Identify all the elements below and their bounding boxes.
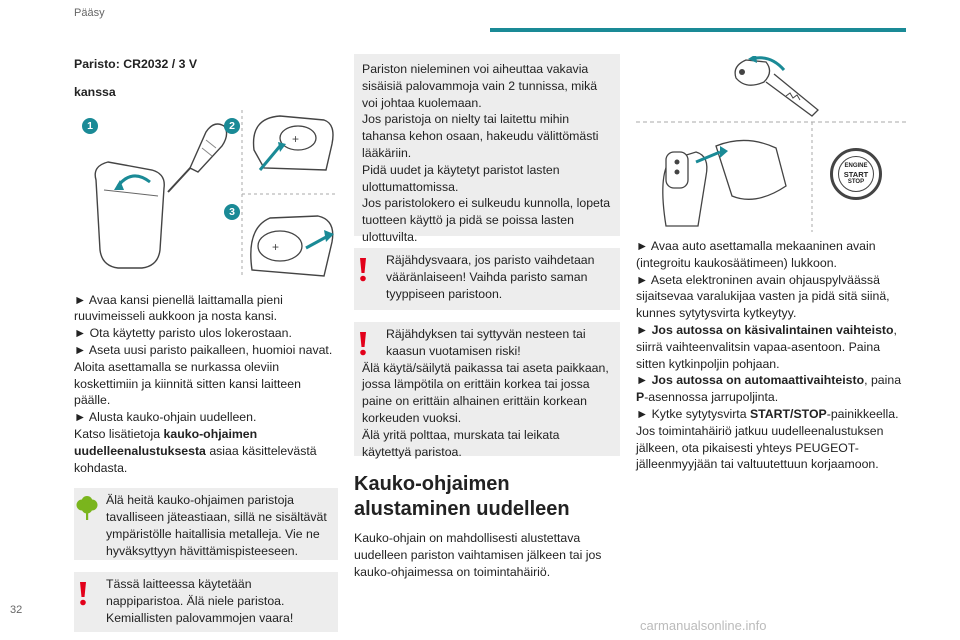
button-label-engine: ENGINE — [844, 163, 868, 169]
section-title: Kauko-ohjaimen alustaminen uudelleen — [354, 473, 570, 520]
swallow-warning-box — [354, 54, 620, 244]
header-bar — [490, 28, 906, 32]
button-label-start: START — [843, 170, 869, 179]
reinit-step-5: ► Kytke sytytysvirta START/STOP-painikkeella. — [636, 406, 899, 421]
fire-warning-2: Älä käytä/säilytä paikassa tai aseta paikkaan, jossa lämpötila on erittäin korkea tai jossa paine on erittäin alhainen erittäin korkean korkeuden vuoksi. — [362, 360, 609, 425]
swallow-warning-1: Pariston nieleminen voi aiheuttaa vakavia sisäisiä palovammoja vain 2 tunnissa, mikä voi johtaa kuolemaan. — [362, 62, 598, 110]
leaf-icon — [76, 496, 98, 522]
reinit-step-6: Jos toimintahäiriö jatkuu uudelleenalustuksen jälkeen, ota pikaisesti yhteys PEUGEOT-jälleenmyyjään tai valtuutettuun korjaamoon. — [636, 423, 884, 472]
column-2 — [354, 54, 620, 580]
step-number-2: 2 — [224, 118, 240, 134]
section-header: Pääsy — [74, 7, 105, 19]
instruction-2: ► Ota käytetty paristo ulos lokerostaan. — [74, 326, 292, 341]
explosion-warning-text: Räjähdysvaara, jos paristo vaihdetaan vääränlaiseen! Vaihda paristo saman tyyppiseen paristoon. — [386, 253, 595, 301]
swallow-warning-2: Jos paristoja on nielty tai laitettu mihin tahansa kehon osaan, hakeudu välittömästi lääkäriin. — [362, 112, 599, 160]
warning-icon — [358, 258, 368, 282]
column-3 — [636, 56, 906, 473]
fire-warning-3: Älä yritä polttaa, murskata tai leikata käytettyä paristoa. — [362, 427, 560, 459]
reinitialization-illustration — [636, 56, 906, 232]
button-cell-warning-text: Tässä laitteessa käytetään nappiparistoa. Älä niele paristoa. Kemiallisten palovammojen vaara! — [106, 577, 294, 625]
key-in-lock-illustration — [636, 56, 906, 232]
reinit-step-2: ► Aseta elektroninen avain ohjauspylväässä sijaitsevaa varalukijaa vasten ja pidä sitä siinä, kunnes sytytysvirta kytkeytyy. — [636, 272, 890, 321]
fire-warning-1: Räjähdyksen tai syttyvän nesteen tai kaasun vuotamisen riski! — [386, 327, 586, 358]
swallow-warning-3: Pidä uudet ja käytetyt paristot lasten ulottumattomissa. — [362, 162, 560, 194]
page-number: 32 — [10, 604, 23, 616]
warning-icon — [78, 582, 88, 606]
svg-text:+: + — [292, 131, 300, 146]
see-more-text: Katso lisätietoja kauko-ohjaimen uudelleenalustuksesta asiaa käsittelevästä kohdasta. — [74, 426, 317, 475]
engine-start-stop-button-icon — [830, 148, 882, 200]
battery-spec: Paristo: CR2032 / 3 V — [74, 57, 198, 71]
watermark: carmanualsonline.info — [640, 618, 767, 633]
fire-warning-box — [354, 322, 620, 459]
key-fob-illustration — [74, 110, 338, 282]
button-label-stop: STOP — [847, 179, 865, 185]
warning-icon — [358, 332, 368, 356]
instruction-3: ► Aseta uusi paristo paikalleen, huomioi navat. Aloita asettamalla se nurkassa oleviin koskettimiin ja kiinnitä sitten kansi laitteen päälle. — [74, 342, 333, 408]
reinit-step-1: ► Avaa auto asettamalla mekaaninen avain (integroitu kaukosäätimeen) lukkoon. — [636, 239, 876, 270]
see-more-reference: kauko-ohjaimen uudelleenalustuksesta — [74, 426, 258, 458]
section-intro: Kauko-ohjain on mahdollisesti alustettava uudelleen pariston vaihtamisen jälkeen tai jos kauko-ohjaimessa on toimintahäiriö. — [354, 531, 602, 579]
explosion-warning-box — [354, 248, 620, 310]
step-number-1: 1 — [82, 118, 98, 134]
reinit-steps — [636, 238, 906, 473]
instruction-1: ► Avaa kansi pienellä laittamalla pieni ruuvimeisseli aukkoon ja nosta kansi. — [74, 292, 283, 324]
step-number-3: 3 — [224, 204, 240, 220]
column-1 — [74, 56, 338, 632]
svg-text:+: + — [272, 239, 280, 254]
reinit-step-3: ► Jos autossa on käsivalintainen vaihteisto, siirrä vaihteenvalitsin vapaa-asentoon. Paina sitten kytkinpoljin pohjaan. — [636, 322, 897, 371]
button-cell-warning-box — [74, 572, 338, 632]
eco-note-text: Älä heitä kauko-ohjaimen paristoja tavalliseen jäteastiaan, sillä ne sisältävät ympäristölle haitallisia metalleja. Vie ne hyväksyttyyn hävittämispisteeseen. — [106, 493, 327, 558]
eco-note-box — [74, 488, 338, 560]
instructions — [74, 292, 338, 477]
reinit-step-4: ► Jos autossa on automaattivaihteisto, paina P-asennossa jarrupoljinta. — [636, 373, 902, 405]
battery-replacement-illustration — [74, 110, 338, 282]
instruction-4: ► Alusta kauko-ohjain uudelleen. — [74, 410, 257, 425]
with-label: kanssa — [74, 84, 116, 99]
swallow-warning-4: Jos paristolokero ei sulkeudu kunnolla, lopeta tuotteen käyttö ja pidä se poissa lasten ulottuvilta. — [362, 196, 611, 244]
